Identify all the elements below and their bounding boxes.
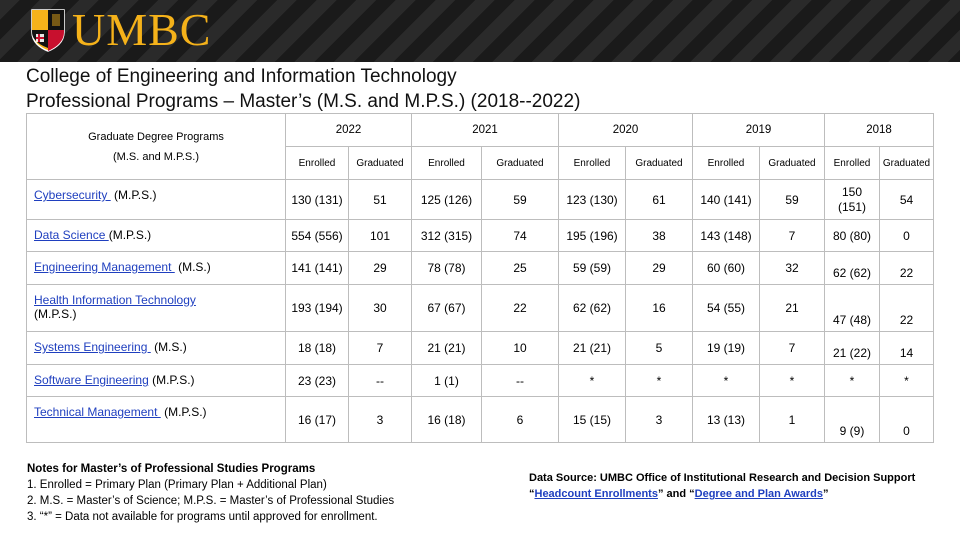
program-header-line-1: Graduate Degree Programs (88, 130, 224, 143)
enrolled-value-cell: 150 (151) (825, 180, 880, 220)
program-link[interactable]: Engineering Management (34, 260, 175, 274)
graduated-value-cell: 22 (880, 285, 934, 332)
enrolled-value-cell: 125 (126) (412, 180, 482, 220)
year-header: 2019 (693, 114, 825, 147)
graduated-value-cell: 29 (349, 252, 412, 285)
enrolled-value-cell: 18 (18) (286, 332, 349, 365)
program-name-cell (27, 365, 286, 397)
table-row (27, 365, 934, 397)
enrolled-value-cell: * (693, 365, 760, 397)
graduated-value-cell: 1 (760, 397, 825, 443)
enrolled-value-cell: 47 (48) (825, 285, 880, 332)
graduated-value-cell: 10 (482, 332, 559, 365)
table-row (27, 332, 934, 365)
graduated-value-cell: -- (349, 365, 412, 397)
enrolled-value-cell: 78 (78) (412, 252, 482, 285)
graduated-value-cell: 22 (482, 285, 559, 332)
program-degree-suffix: (M.P.S.) (148, 373, 195, 387)
program-degree-suffix: (M.S.) (174, 260, 211, 274)
graduated-value-cell: 59 (760, 180, 825, 220)
enrolled-value-cell: 59 (59) (559, 252, 626, 285)
table-row (27, 252, 934, 285)
graduated-value-cell: * (760, 365, 825, 397)
graduated-value-cell: 61 (626, 180, 693, 220)
graduated-value-cell: 7 (760, 220, 825, 252)
graduated-header: Graduated (482, 147, 559, 180)
graduated-value-cell: 16 (626, 285, 693, 332)
enrolled-value-cell: 123 (130) (559, 180, 626, 220)
graduated-value-cell: 7 (760, 332, 825, 365)
year-header: 2022 (286, 114, 412, 147)
programs-table (26, 113, 934, 443)
title-line-2: Professional Programs – Master’s (M.S. and M.P.S.) (2018--2022) (26, 91, 581, 112)
graduated-value-cell: 22 (880, 252, 934, 285)
program-name-cell (27, 285, 286, 332)
page-title (26, 64, 580, 114)
graduated-value-cell: 51 (349, 180, 412, 220)
enrolled-value-cell: 21 (21) (412, 332, 482, 365)
data-source (529, 470, 915, 502)
graduated-header: Graduated (626, 147, 693, 180)
program-link[interactable]: Technical Management (34, 405, 161, 419)
enrolled-value-cell: 1 (1) (412, 365, 482, 397)
enrolled-value-cell: 16 (17) (286, 397, 349, 443)
program-name-cell (27, 220, 286, 252)
graduated-value-cell: -- (482, 365, 559, 397)
program-name-cell (27, 397, 286, 443)
enrolled-header: Enrolled (412, 147, 482, 180)
enrolled-value-cell: 54 (55) (693, 285, 760, 332)
enrolled-value-cell: 141 (141) (286, 252, 349, 285)
year-header: 2018 (825, 114, 934, 147)
program-link[interactable]: Health Information Technology (34, 293, 196, 307)
year-header: 2021 (412, 114, 559, 147)
graduated-header: Graduated (349, 147, 412, 180)
graduated-value-cell: * (880, 365, 934, 397)
program-name-cell (27, 332, 286, 365)
enrolled-value-cell: 16 (18) (412, 397, 482, 443)
graduated-value-cell: 0 (880, 220, 934, 252)
table-row (27, 180, 934, 220)
enrolled-value-cell: 312 (315) (412, 220, 482, 252)
program-header-cell (27, 114, 286, 180)
enrolled-header: Enrolled (693, 147, 760, 180)
headcount-enrollments-link[interactable]: Headcount Enrollments (534, 488, 658, 500)
graduated-value-cell: 59 (482, 180, 559, 220)
note-item: 2. M.S. = Master’s of Science; M.P.S. = Master’s of Professional Studies (27, 495, 395, 507)
graduated-value-cell: 14 (880, 332, 934, 365)
enrolled-value-cell: 143 (148) (693, 220, 760, 252)
quote-mark: ” (823, 488, 829, 500)
graduated-value-cell: 101 (349, 220, 412, 252)
note-item: 1. Enrolled = Primary Plan (Primary Plan + Additional Plan) (27, 479, 327, 491)
umbc-wordmark: UMBC (72, 4, 212, 55)
enrolled-header: Enrolled (825, 147, 880, 180)
graduated-value-cell: 21 (760, 285, 825, 332)
notes-section (27, 461, 394, 525)
enrolled-value-cell: * (825, 365, 880, 397)
program-degree-suffix: (M.P.S.) (34, 307, 77, 321)
enrolled-header: Enrolled (286, 147, 349, 180)
enrolled-value-cell: * (559, 365, 626, 397)
graduated-header: Graduated (760, 147, 825, 180)
graduated-header: Graduated (880, 147, 934, 180)
graduated-value-cell: 38 (626, 220, 693, 252)
program-link[interactable]: Software Engineering (34, 373, 149, 387)
table-row (27, 220, 934, 252)
enrolled-value-cell: 21 (21) (559, 332, 626, 365)
year-header: 2020 (559, 114, 693, 147)
table-header-row-years (27, 114, 934, 147)
graduated-value-cell: 3 (349, 397, 412, 443)
graduated-value-cell: 30 (349, 285, 412, 332)
graduated-value-cell: 3 (626, 397, 693, 443)
quote-mark: “ (529, 488, 535, 500)
program-degree-suffix: (M.P.S.) (160, 405, 207, 419)
umbc-shield-logo (30, 8, 66, 52)
table-row (27, 285, 934, 332)
program-header-line-2: (M.S. and M.P.S.) (113, 150, 199, 163)
program-name-cell (27, 180, 286, 220)
programs-table-body (27, 180, 934, 443)
graduated-value-cell: 0 (880, 397, 934, 443)
graduated-value-cell: 29 (626, 252, 693, 285)
enrolled-value-cell: 80 (80) (825, 220, 880, 252)
graduated-value-cell: 7 (349, 332, 412, 365)
table-row (27, 397, 934, 443)
enrolled-value-cell: 140 (141) (693, 180, 760, 220)
program-degree-suffix: (M.P.S.) (108, 228, 152, 242)
data-source-line: Data Source: UMBC Office of Institutional Research and Decision Support (529, 472, 916, 484)
note-item: 3. “*” = Data not available for programs until approved for enrollment. (27, 511, 378, 523)
program-degree-suffix: (M.S.) (150, 340, 187, 354)
source-connector-text: ” and “ (657, 488, 695, 500)
enrolled-value-cell: 19 (19) (693, 332, 760, 365)
enrolled-value-cell: 21 (22) (825, 332, 880, 365)
enrolled-header: Enrolled (559, 147, 626, 180)
degree-plan-awards-link[interactable]: Degree and Plan Awards (694, 488, 824, 500)
graduated-value-cell: 5 (626, 332, 693, 365)
program-link[interactable]: Cybersecurity (34, 188, 111, 202)
enrolled-value-cell: 62 (62) (559, 285, 626, 332)
enrolled-value-cell: 13 (13) (693, 397, 760, 443)
title-line-1: College of Engineering and Information Technology (26, 66, 457, 87)
graduated-value-cell: 74 (482, 220, 559, 252)
program-degree-suffix: (M.P.S.) (110, 188, 157, 202)
enrolled-value-cell: 15 (15) (559, 397, 626, 443)
header-banner (0, 0, 960, 62)
enrolled-value-cell: 554 (556) (286, 220, 349, 252)
data-source-links (529, 486, 915, 502)
graduated-value-cell: 54 (880, 180, 934, 220)
enrolled-value-cell: 130 (131) (286, 180, 349, 220)
enrolled-value-cell: 60 (60) (693, 252, 760, 285)
enrolled-value-cell: 23 (23) (286, 365, 349, 397)
graduated-value-cell: 32 (760, 252, 825, 285)
enrolled-value-cell: 193 (194) (286, 285, 349, 332)
program-link[interactable]: Systems Engineering (34, 340, 151, 354)
notes-heading: Notes for Master’s of Professional Studies Programs (27, 463, 316, 475)
graduated-value-cell: * (626, 365, 693, 397)
program-link[interactable]: Data Science (34, 228, 109, 242)
enrolled-value-cell: 62 (62) (825, 252, 880, 285)
graduated-value-cell: 25 (482, 252, 559, 285)
enrolled-value-cell: 9 (9) (825, 397, 880, 443)
program-name-cell (27, 252, 286, 285)
enrolled-value-cell: 195 (196) (559, 220, 626, 252)
graduated-value-cell: 6 (482, 397, 559, 443)
enrolled-value-cell: 67 (67) (412, 285, 482, 332)
